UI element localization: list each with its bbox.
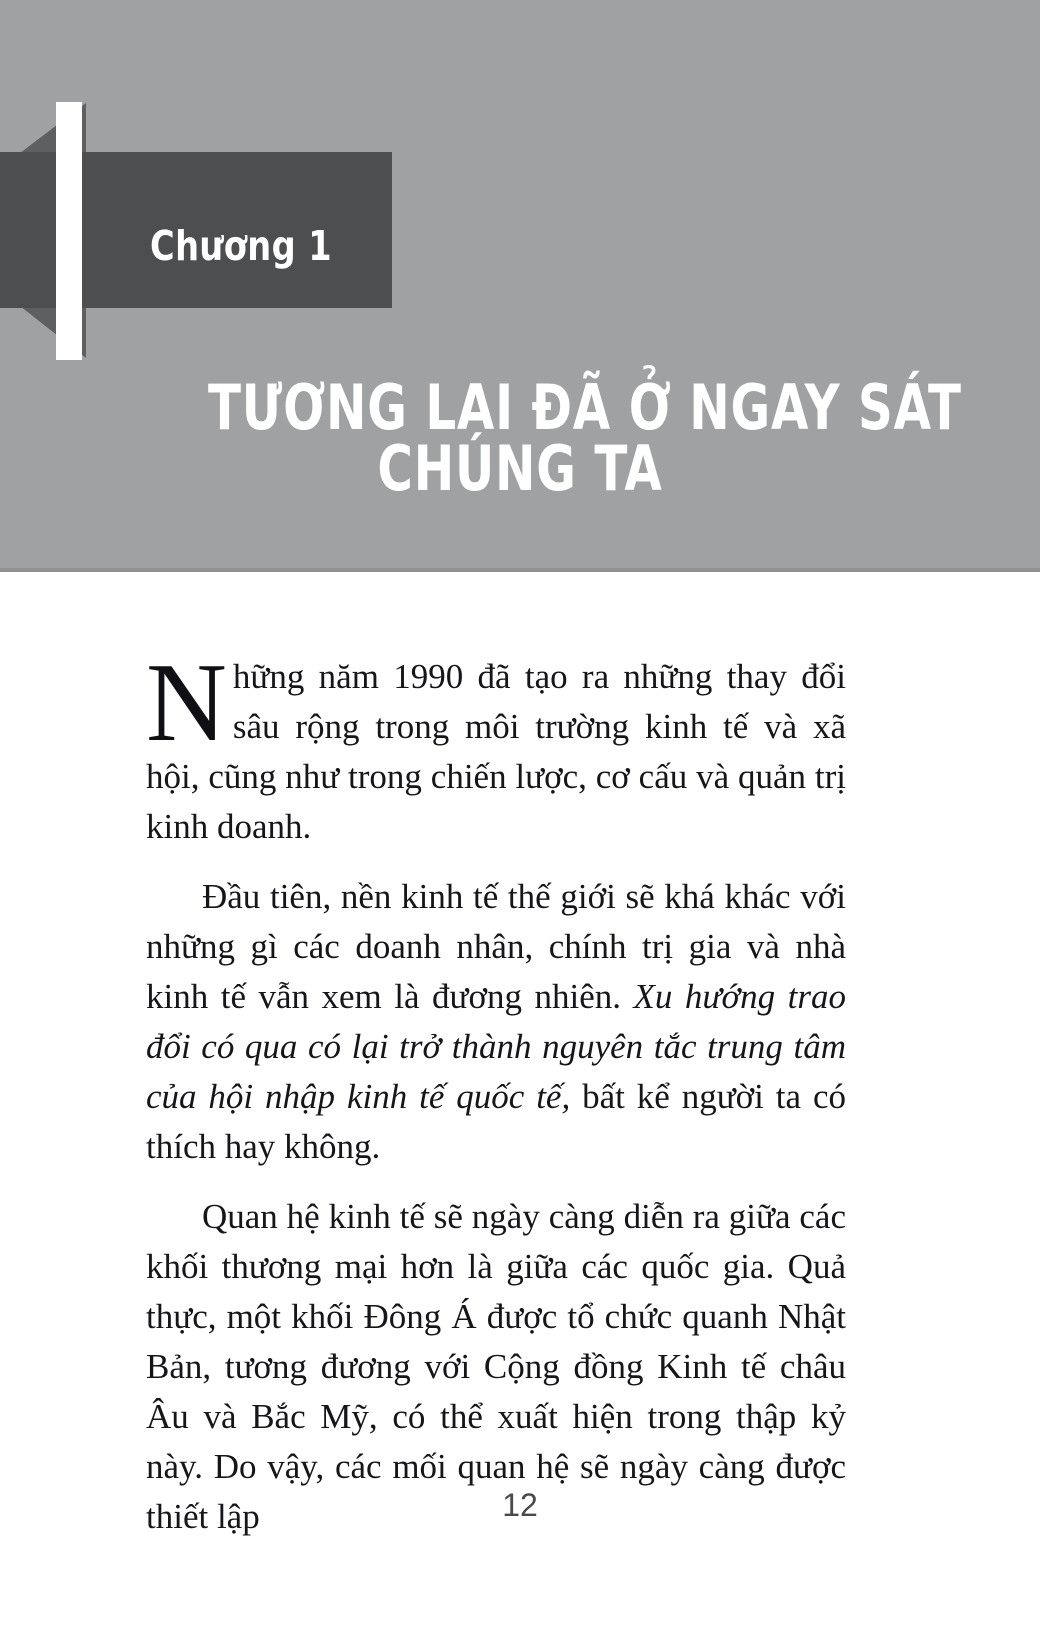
body-text-area bbox=[146, 641, 846, 1542]
paragraph-3: Quan hệ kinh tế sẽ ngày càng diễn ra giữa các khối thương mại hơn là giữa các quốc gia. Quả thực, một khối Đông Á được tổ chức quanh Nhật Bản, tương đương với Cộng đồng Kinh tế châu Âu và Bắc Mỹ, có thể xuất hiện trong thập kỷ này. Do vậy, các mối quan hệ sẽ ngày càng được thiết lập bbox=[146, 1197, 846, 1536]
drop-cap: N bbox=[146, 641, 227, 765]
chapter-header bbox=[0, 0, 1040, 572]
chapter-label: Chương 1 bbox=[150, 222, 333, 270]
paragraph-2-tail: bất kể người ta có thích hay không. bbox=[146, 1077, 846, 1166]
paragraph-1-text: hững năm 1990 đã tạo ra những thay đổi sâu rộng trong môi trường kinh tế và xã hội, cũng như trong chiến lược, cơ cấu và quản trị kinh doanh. bbox=[146, 657, 846, 846]
paragraph-2-italic-phrase: Xu hướng trao đổi có qua có lại trở thành nguyên tắc trung tâm của hội nhập kinh tế quốc tế, bbox=[146, 977, 846, 1116]
chapter-title-line-1: TƯƠNG LAI ĐÃ Ở NGAY SÁT bbox=[208, 371, 962, 444]
paragraph-1 bbox=[146, 641, 846, 852]
bookmark-bar-icon bbox=[56, 102, 82, 360]
header-bottom-rule bbox=[0, 568, 1040, 572]
chapter-title-line-2: CHÚNG TA bbox=[377, 431, 663, 505]
page-number: 12 bbox=[502, 1487, 538, 1523]
chapter-title bbox=[120, 371, 962, 505]
paragraph-2 bbox=[146, 872, 846, 1172]
paragraph-2-lead: Đầu tiên, nền kinh tế thế giới sẽ khá khác với những gì các doanh nhân, chính trị gia và nhà kinh tế vẫn xem là đương nhiên. bbox=[146, 877, 846, 1016]
